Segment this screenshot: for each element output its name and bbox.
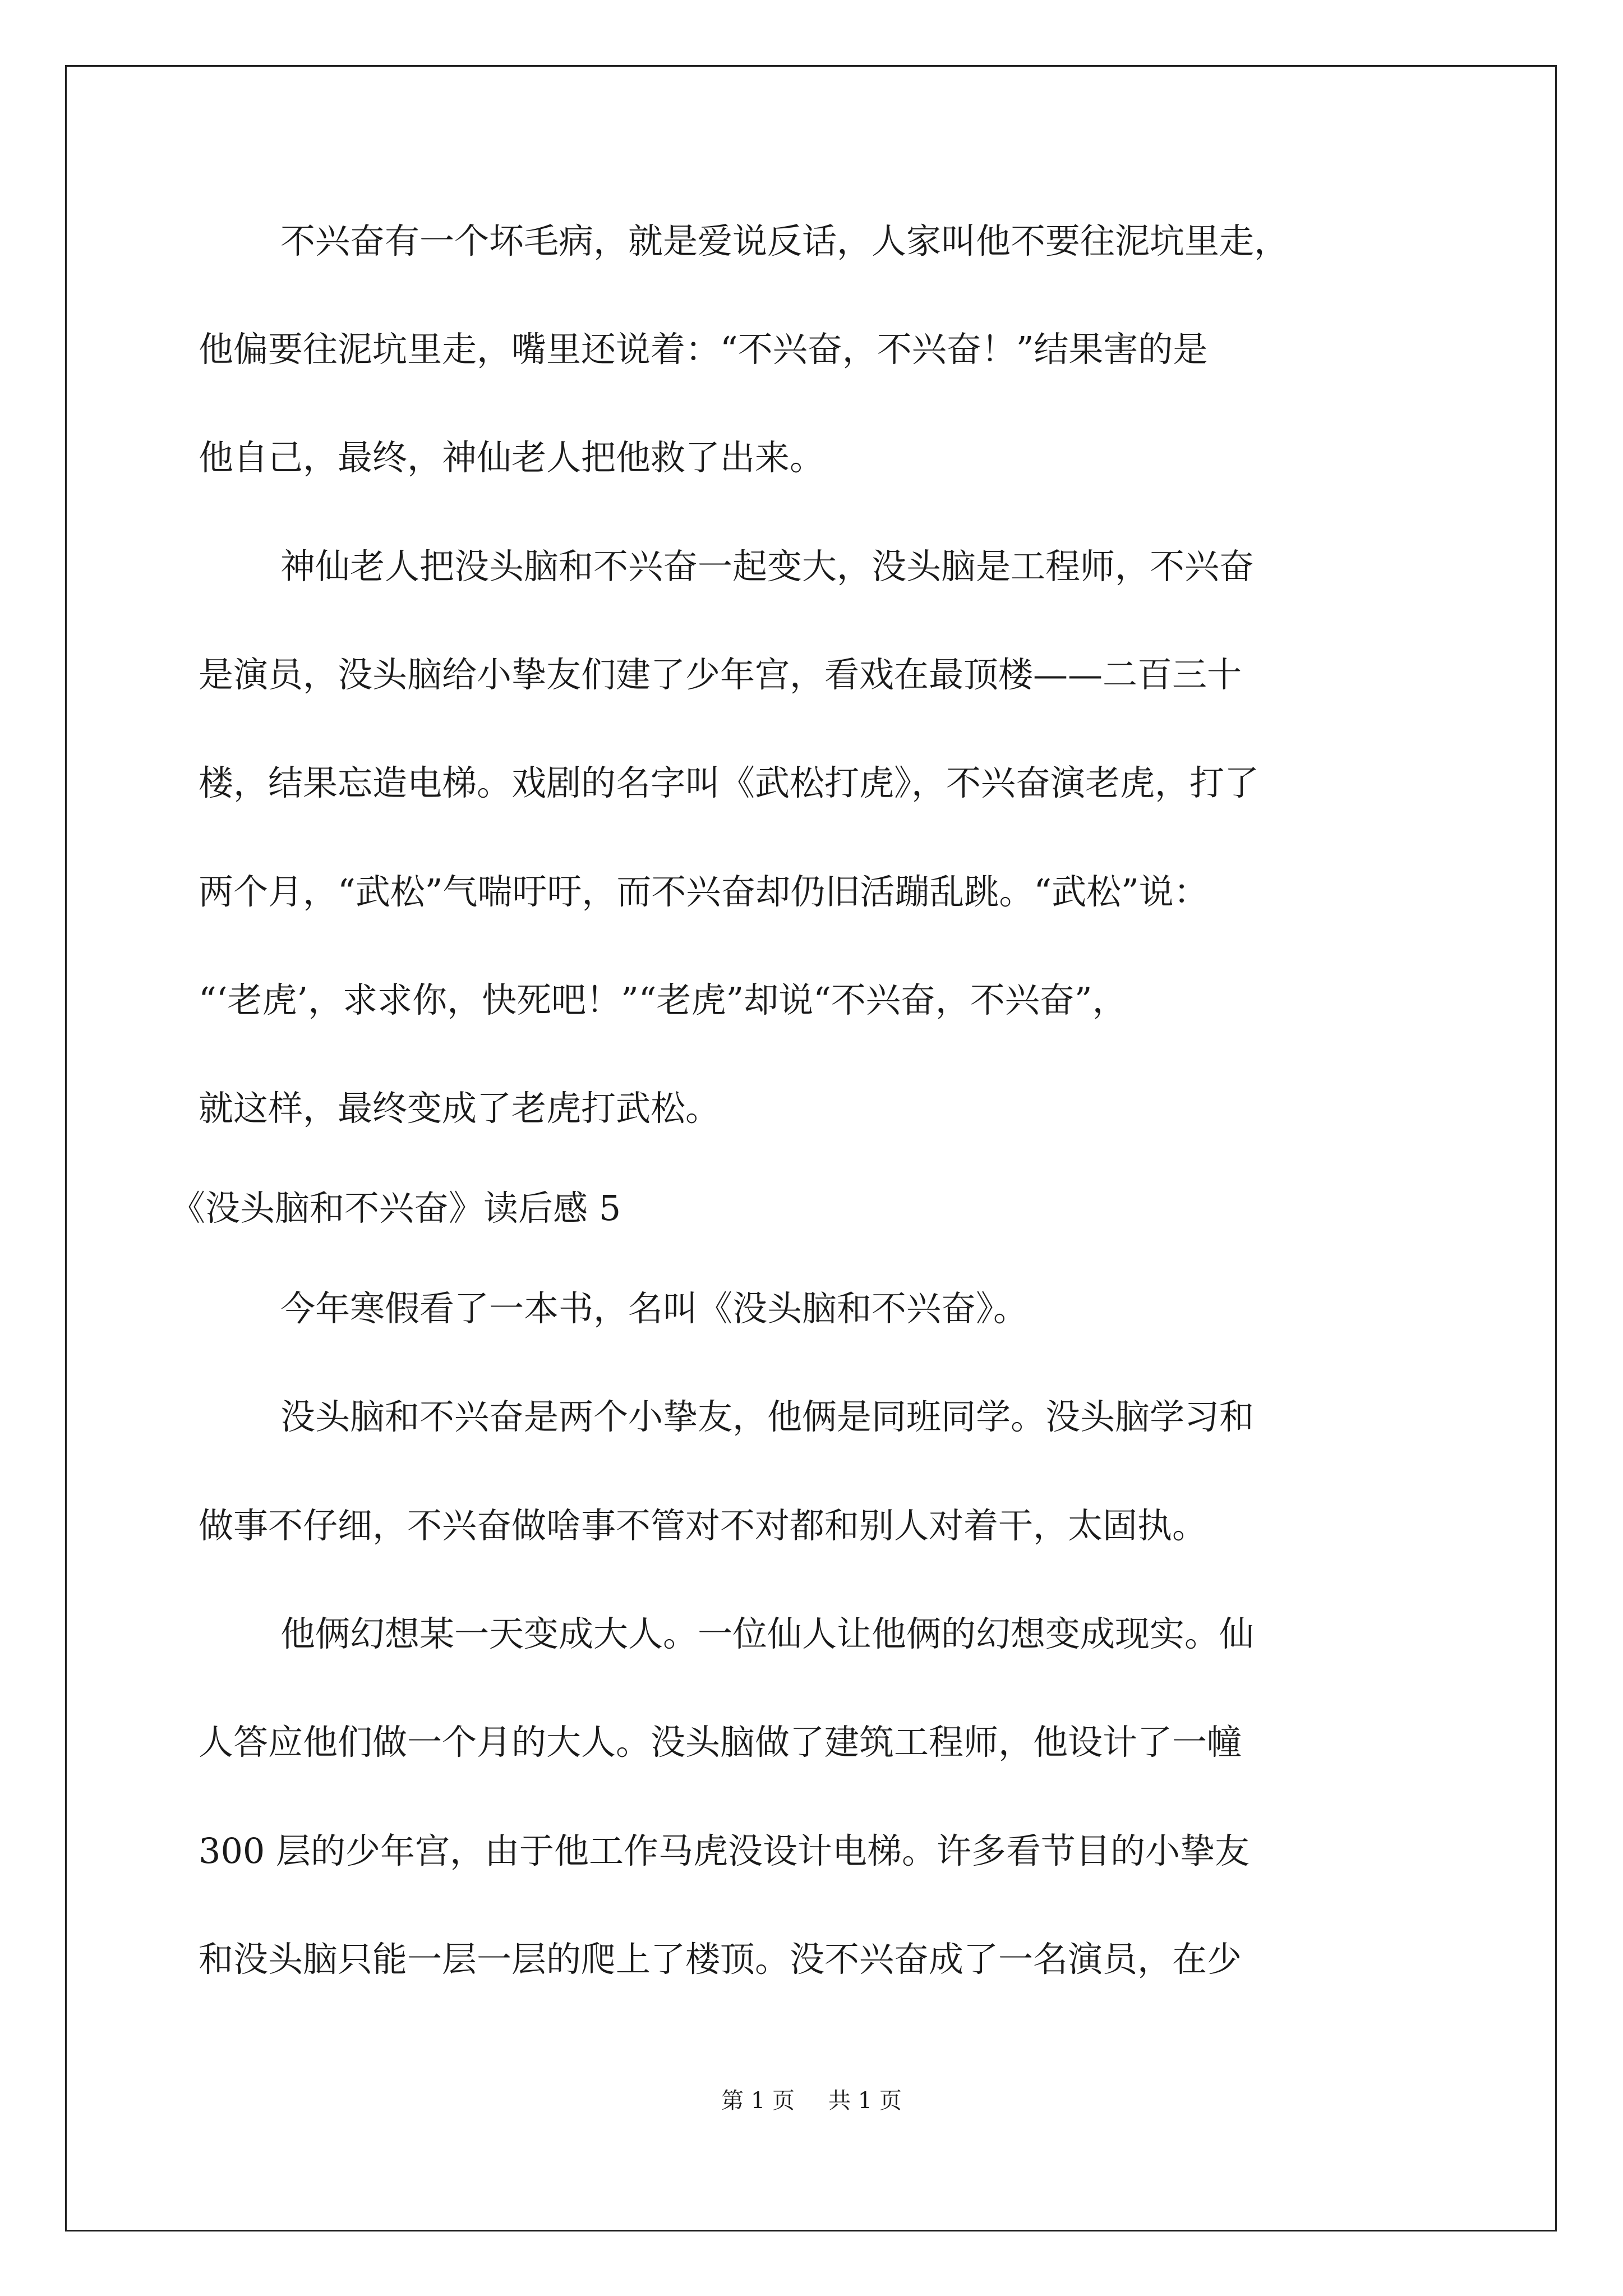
- page-total: 共 1 页: [828, 2088, 902, 2114]
- paragraph-line: 他俩幻想某一天变成大人。一位仙人让他俩的幻想变成现实。仙: [280, 1613, 1255, 1654]
- paragraph-line: 他自己，最终，神仙老人把他救了出来。: [199, 437, 825, 478]
- paragraph-line: 他偏要往泥坑里走，嘴里还说着：“不兴奋，不兴奋！”结果害的是: [199, 329, 1208, 370]
- paragraph-line: 是演员，没头脑给小挚友们建了少年宫，看戏在最顶楼——二百三十: [199, 654, 1242, 695]
- paragraph-line: 和没头脑只能一层一层的爬上了楼顶。没不兴奋成了一名演员，在少: [199, 1939, 1242, 1980]
- page-footer: [0, 2087, 1623, 2115]
- page-number: 第 1 页: [721, 2088, 795, 2114]
- paragraph-line: 两个月，“武松”气喘吁吁，而不兴奋却仍旧活蹦乱跳。“武松”说：: [199, 871, 1209, 912]
- paragraph-line: 做事不仔细，不兴奋做啥事不管对不对都和别人对着干，太固执。: [199, 1505, 1207, 1546]
- page-frame: [65, 65, 1557, 2231]
- paragraph-line: 没头脑和不兴奋是两个小挚友，他俩是同班同学。没头脑学习和: [280, 1396, 1255, 1437]
- paragraph-line: 人答应他们做一个月的大人。没头脑做了建筑工程师，他设计了一幢: [199, 1722, 1242, 1763]
- paragraph-line: 不兴奋有一个坏毛病，就是爱说反话，人家叫他不要往泥坑里走，: [280, 220, 1289, 261]
- section-heading: 《没头脑和不兴奋》读后感 5: [170, 1188, 621, 1228]
- paragraph-line: 楼，结果忘造电梯。戏剧的名字叫《武松打虎》，不兴奋演老虎，打了: [199, 762, 1260, 803]
- paragraph-line: 就这样，最终变成了老虎打武松。: [199, 1088, 721, 1129]
- paragraph-line: 今年寒假看了一本书，名叫《没头脑和不兴奋》。: [280, 1288, 1029, 1329]
- paragraph-line: 300 层的少年宫，由于他工作马虎没设计电梯。许多看节目的小挚友: [199, 1830, 1250, 1871]
- paragraph-line: 神仙老人把没头脑和不兴奋一起变大，没头脑是工程师，不兴奋: [280, 546, 1255, 587]
- paragraph-line: “‘老虎’，求求你，快死吧！”“老虎”却说“不兴奋，不兴奋”，: [199, 979, 1127, 1020]
